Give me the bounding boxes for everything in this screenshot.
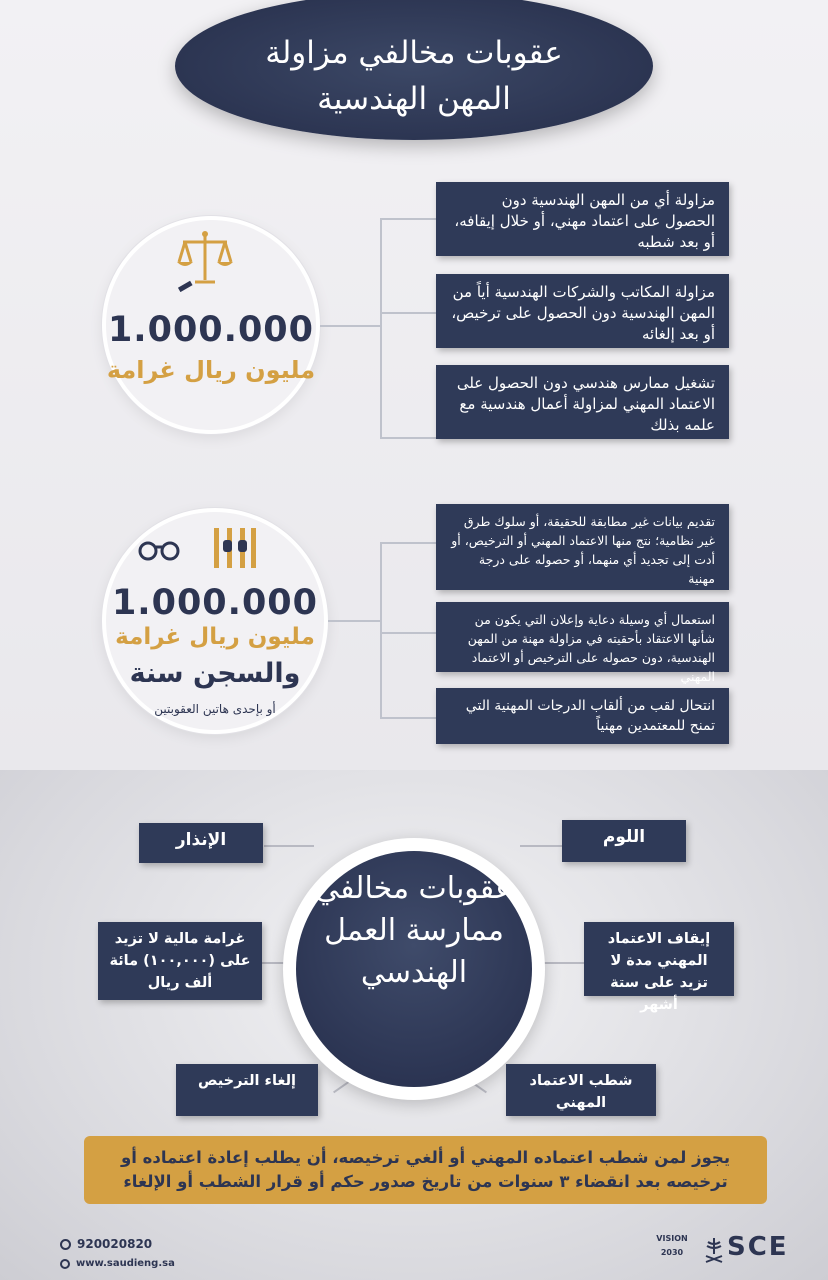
scales-of-justice-icon	[175, 228, 235, 292]
connector-line	[380, 312, 436, 314]
prison-bars-icon	[210, 526, 258, 570]
connector-line	[540, 962, 584, 964]
violation-item: تشغيل ممارس هندسي دون الحصول على الاعتماد المهني لمزاولة أعمال هندسية مع علمه بذلك	[436, 365, 729, 439]
reinstatement-note: يجوز لمن شطب اعتماده المهني أو ألغي ترخيصه، أن يطلب إعادة اعتماده أو ترخيصه بعد انقضاء ٣ سنوات من تاريخ صدور حكم أو قرار الشطب أو الإلغاء	[84, 1136, 767, 1204]
penalty-blame: اللوم	[562, 820, 686, 862]
penalty-revoke: شطب الاعتماد المهني	[506, 1064, 656, 1116]
connector-line	[380, 218, 436, 220]
connector-line	[380, 632, 436, 634]
penalty-cancel: إلغاء الترخيص	[176, 1064, 318, 1116]
website-url: www.saudieng.sa	[76, 1258, 175, 1269]
vision-2030-logo: VISION 2030	[656, 1234, 688, 1257]
connector-line	[520, 845, 562, 847]
connector-line	[328, 620, 380, 622]
page-title	[175, 30, 653, 122]
sce-logo: SCE	[727, 1232, 789, 1262]
connector-line	[380, 218, 382, 438]
penalty-fine: غرامة مالية لا تزيد على (١٠٠,٠٠٠) مائة ألف ريال	[98, 922, 262, 1000]
fine-label-1: مليون ريال غرامة	[106, 356, 316, 384]
fine-amount-1: 1.000.000	[107, 310, 315, 350]
handcuffs-icon	[138, 535, 180, 563]
phone-icon	[60, 1239, 71, 1250]
penalty-warning: الإنذار	[139, 823, 263, 863]
connector-line	[380, 717, 436, 719]
violation-item: تقديم بيانات غير مطابقة للحقيقة، أو سلوك طرق غير نظامية؛ نتج منها الاعتماد المهني أو الترخيص، أو أدت إلى تجديد أي منهما، أو حصوله على درجة مهنية	[436, 504, 729, 590]
violation-item: انتحال لقب من ألقاب الدرجات المهنية التي تمنح للمعتمدين مهنياً	[436, 688, 729, 744]
penalty-suspend: إيقاف الاعتماد المهني مدة لا تزيد على ستة أشهر	[584, 922, 734, 996]
violation-item: استعمال أي وسيلة دعاية وإعلان التي يكون من شأنها الاعتقاد بأحقيته في مزاولة مهنة من المهن الهندسية، دون حصوله على الترخيص أو الاعتماد المهني	[436, 602, 729, 672]
fine-amount-2: 1.000.000	[111, 583, 319, 623]
title-line-1: عقوبات مخالفي مزاولة	[265, 35, 563, 71]
prison-label: والسجن سنة	[129, 658, 301, 689]
globe-icon	[60, 1259, 70, 1269]
title-line-2: المهن الهندسية	[317, 81, 511, 117]
palm-swords-icon	[704, 1236, 724, 1266]
connector-line	[380, 542, 382, 718]
violation-item: مزاولة المكاتب والشركات الهندسية أياً من المهن الهندسية دون الحصول على ترخيص، أو بعد إلغائه	[436, 274, 729, 348]
connector-line	[380, 542, 436, 544]
center-title: عقوبات مخالفي ممارسة العمل الهندسي	[315, 871, 513, 990]
connector-line	[264, 845, 314, 847]
connector-line	[380, 437, 436, 439]
footer-website	[60, 1258, 175, 1269]
either-penalty-label: أو بإحدى هاتين العقوبتين	[154, 702, 276, 716]
connector-line	[320, 325, 380, 327]
violation-item: مزاولة أي من المهن الهندسية دون الحصول على اعتماد مهني، أو خلال إيقافه، أو بعد شطبه	[436, 182, 729, 256]
fine-label-2: مليون ريال غرامة	[115, 624, 315, 650]
footer-phone	[60, 1237, 152, 1251]
phone-number: 920020820	[77, 1237, 153, 1251]
